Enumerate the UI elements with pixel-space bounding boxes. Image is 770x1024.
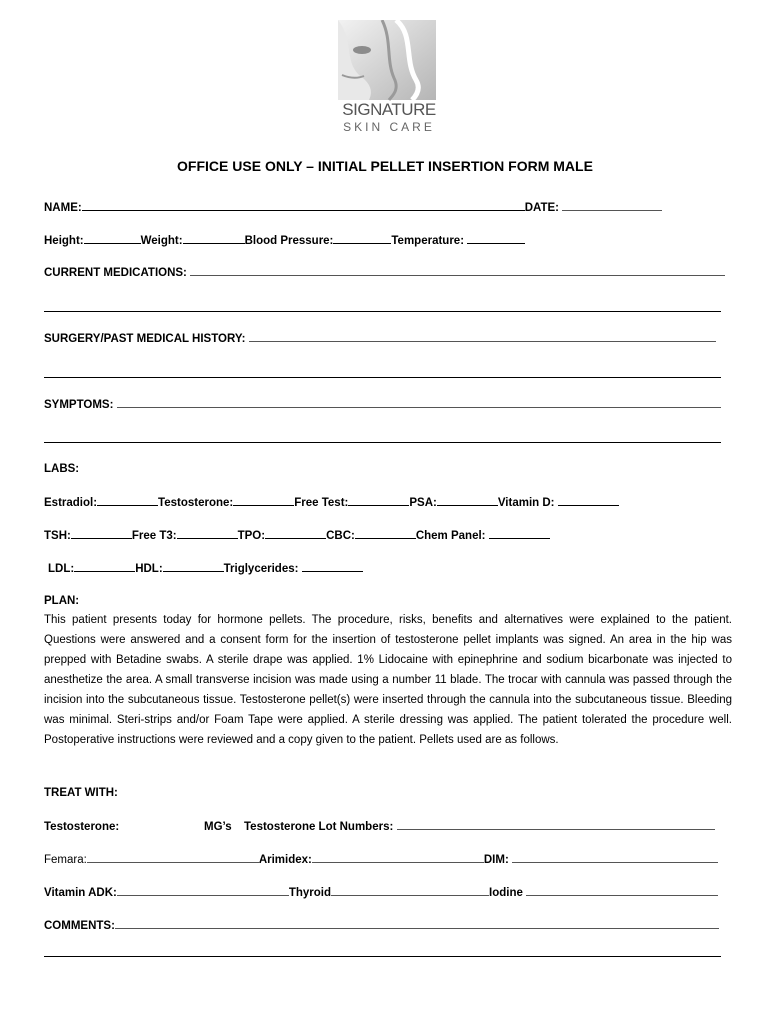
weight-field[interactable] — [183, 233, 245, 244]
iodine-label: Iodine — [489, 887, 523, 899]
cbc-label: CBC: — [326, 530, 355, 542]
femara-label: Femara: — [44, 854, 87, 866]
free-test-field[interactable] — [348, 495, 409, 506]
femara-field[interactable] — [87, 852, 259, 863]
estradiol-label: Estradiol: — [44, 497, 98, 509]
dim-field[interactable] — [512, 852, 718, 863]
name-label: NAME: — [44, 202, 82, 214]
comments-field[interactable] — [115, 918, 719, 929]
labs-heading: LABS: — [44, 463, 80, 475]
lot-numbers-label: Testosterone Lot Numbers: — [244, 821, 394, 833]
tsh-field[interactable] — [71, 528, 132, 539]
hdl-label: HDL: — [135, 563, 163, 575]
chem-panel-field[interactable] — [489, 528, 550, 539]
symptoms-field[interactable] — [117, 397, 721, 408]
comments-label: COMMENTS: — [44, 920, 115, 932]
arimidex-label: Arimidex: — [258, 854, 312, 866]
testosterone-lab-field[interactable] — [233, 495, 294, 506]
symptoms-label: SYMPTOMS: — [44, 399, 114, 411]
height-field[interactable] — [84, 233, 141, 244]
plan-paragraph: This patient presents today for hormone pellets. The procedure, risks, benefits and alternatives were explained to the patient. Questions were answered and a consent form for the insertion of testosterone pellet implants was signed. An area in the hip was prepped with Betadine swabs. A sterile drape was applied. 1% Lidocaine with epinephrine and sodium bicarbonate was injected to anesthetize the area. A small transverse incision was made using a number 11 blade. The trocar with cannula was passed through the incision into the subcutaneous tissue. Testosterone pellet(s) were inserted through the cannula into the subcutaneous tissue. Bleeding was minimal. Steri-strips and/or Foam Tape were applied. A sterile dressing was applied. The patient tolerated the procedure well. Postoperative instructions were reviewed and a copy given to the patient. Pellets used are as follows. — [44, 614, 732, 746]
blood-pressure-field[interactable] — [333, 233, 391, 244]
weight-label: Weight: — [140, 235, 183, 247]
surgery-history-label: SURGERY/PAST MEDICAL HISTORY: — [44, 333, 246, 345]
testosterone-lab-label: Testosterone: — [158, 497, 234, 509]
ldl-field[interactable] — [74, 561, 135, 572]
vitamin-adk-field[interactable] — [117, 885, 289, 896]
comments-extra-line[interactable] — [44, 956, 721, 957]
thyroid-label: Thyroid — [288, 887, 332, 899]
thyroid-field[interactable] — [331, 885, 489, 896]
hdl-field[interactable] — [163, 561, 224, 572]
dim-label: DIM: — [483, 854, 509, 866]
testosterone-treat-label: Testosterone: — [44, 821, 120, 833]
temperature-label: Temperature: — [391, 235, 465, 247]
triglycerides-label: Triglycerides: — [223, 563, 299, 575]
cbc-field[interactable] — [355, 528, 416, 539]
vitamin-adk-label: Vitamin ADK: — [44, 887, 117, 899]
femara-row — [44, 852, 718, 867]
arimidex-field[interactable] — [312, 852, 484, 863]
labs-row-1 — [44, 495, 619, 510]
free-t3-field[interactable] — [177, 528, 238, 539]
testosterone-treat-row — [44, 819, 715, 834]
current-medications-label: CURRENT MEDICATIONS: — [44, 267, 187, 279]
psa-field[interactable] — [437, 495, 498, 506]
brand-line2: SKIN CARE — [343, 120, 435, 134]
date-label: DATE: — [524, 202, 559, 214]
current-medications-field[interactable] — [190, 265, 725, 276]
estradiol-field[interactable] — [97, 495, 158, 506]
height-label: Height: — [44, 235, 84, 247]
name-date-row — [44, 200, 662, 215]
symptoms-extra-line[interactable] — [44, 442, 721, 443]
form-title: OFFICE USE ONLY – INITIAL PELLET INSERTION FORM MALE — [177, 158, 593, 174]
mgs-label: MG’s — [204, 821, 232, 833]
labs-row-3 — [48, 561, 363, 576]
vitals-row — [44, 233, 525, 248]
plan-heading: PLAN: — [44, 595, 80, 607]
surgery-history-row — [44, 331, 716, 346]
psa-label: PSA: — [409, 497, 437, 509]
surgery-history-extra-line[interactable] — [44, 377, 721, 378]
vitamin-adk-row — [44, 885, 718, 900]
chem-panel-label: Chem Panel: — [415, 530, 486, 542]
current-medications-extra-line[interactable] — [44, 311, 721, 312]
current-medications-row — [44, 265, 725, 280]
ldl-label: LDL: — [48, 563, 75, 575]
tpo-label: TPO: — [237, 530, 266, 542]
vitamin-d-field[interactable] — [558, 495, 619, 506]
tsh-label: TSH: — [44, 530, 71, 542]
vitamin-d-label: Vitamin D: — [497, 497, 555, 509]
signature-skin-care-logo — [334, 20, 444, 138]
surgery-history-field[interactable] — [249, 331, 716, 342]
temperature-field[interactable] — [467, 233, 525, 244]
free-test-label: Free Test: — [294, 497, 349, 509]
iodine-field[interactable] — [526, 885, 718, 896]
triglycerides-field[interactable] — [302, 561, 363, 572]
treat-with-heading: TREAT WITH: — [44, 787, 118, 799]
free-t3-label: Free T3: — [131, 530, 177, 542]
name-field[interactable] — [82, 200, 525, 211]
labs-row-2 — [44, 528, 550, 543]
blood-pressure-label: Blood Pressure: — [244, 235, 334, 247]
date-field[interactable] — [562, 200, 662, 211]
comments-row — [44, 918, 719, 933]
lot-numbers-field[interactable] — [397, 819, 715, 830]
brand-line1: SIGNATURE — [342, 100, 436, 119]
tpo-field[interactable] — [265, 528, 326, 539]
symptoms-row — [44, 397, 721, 412]
